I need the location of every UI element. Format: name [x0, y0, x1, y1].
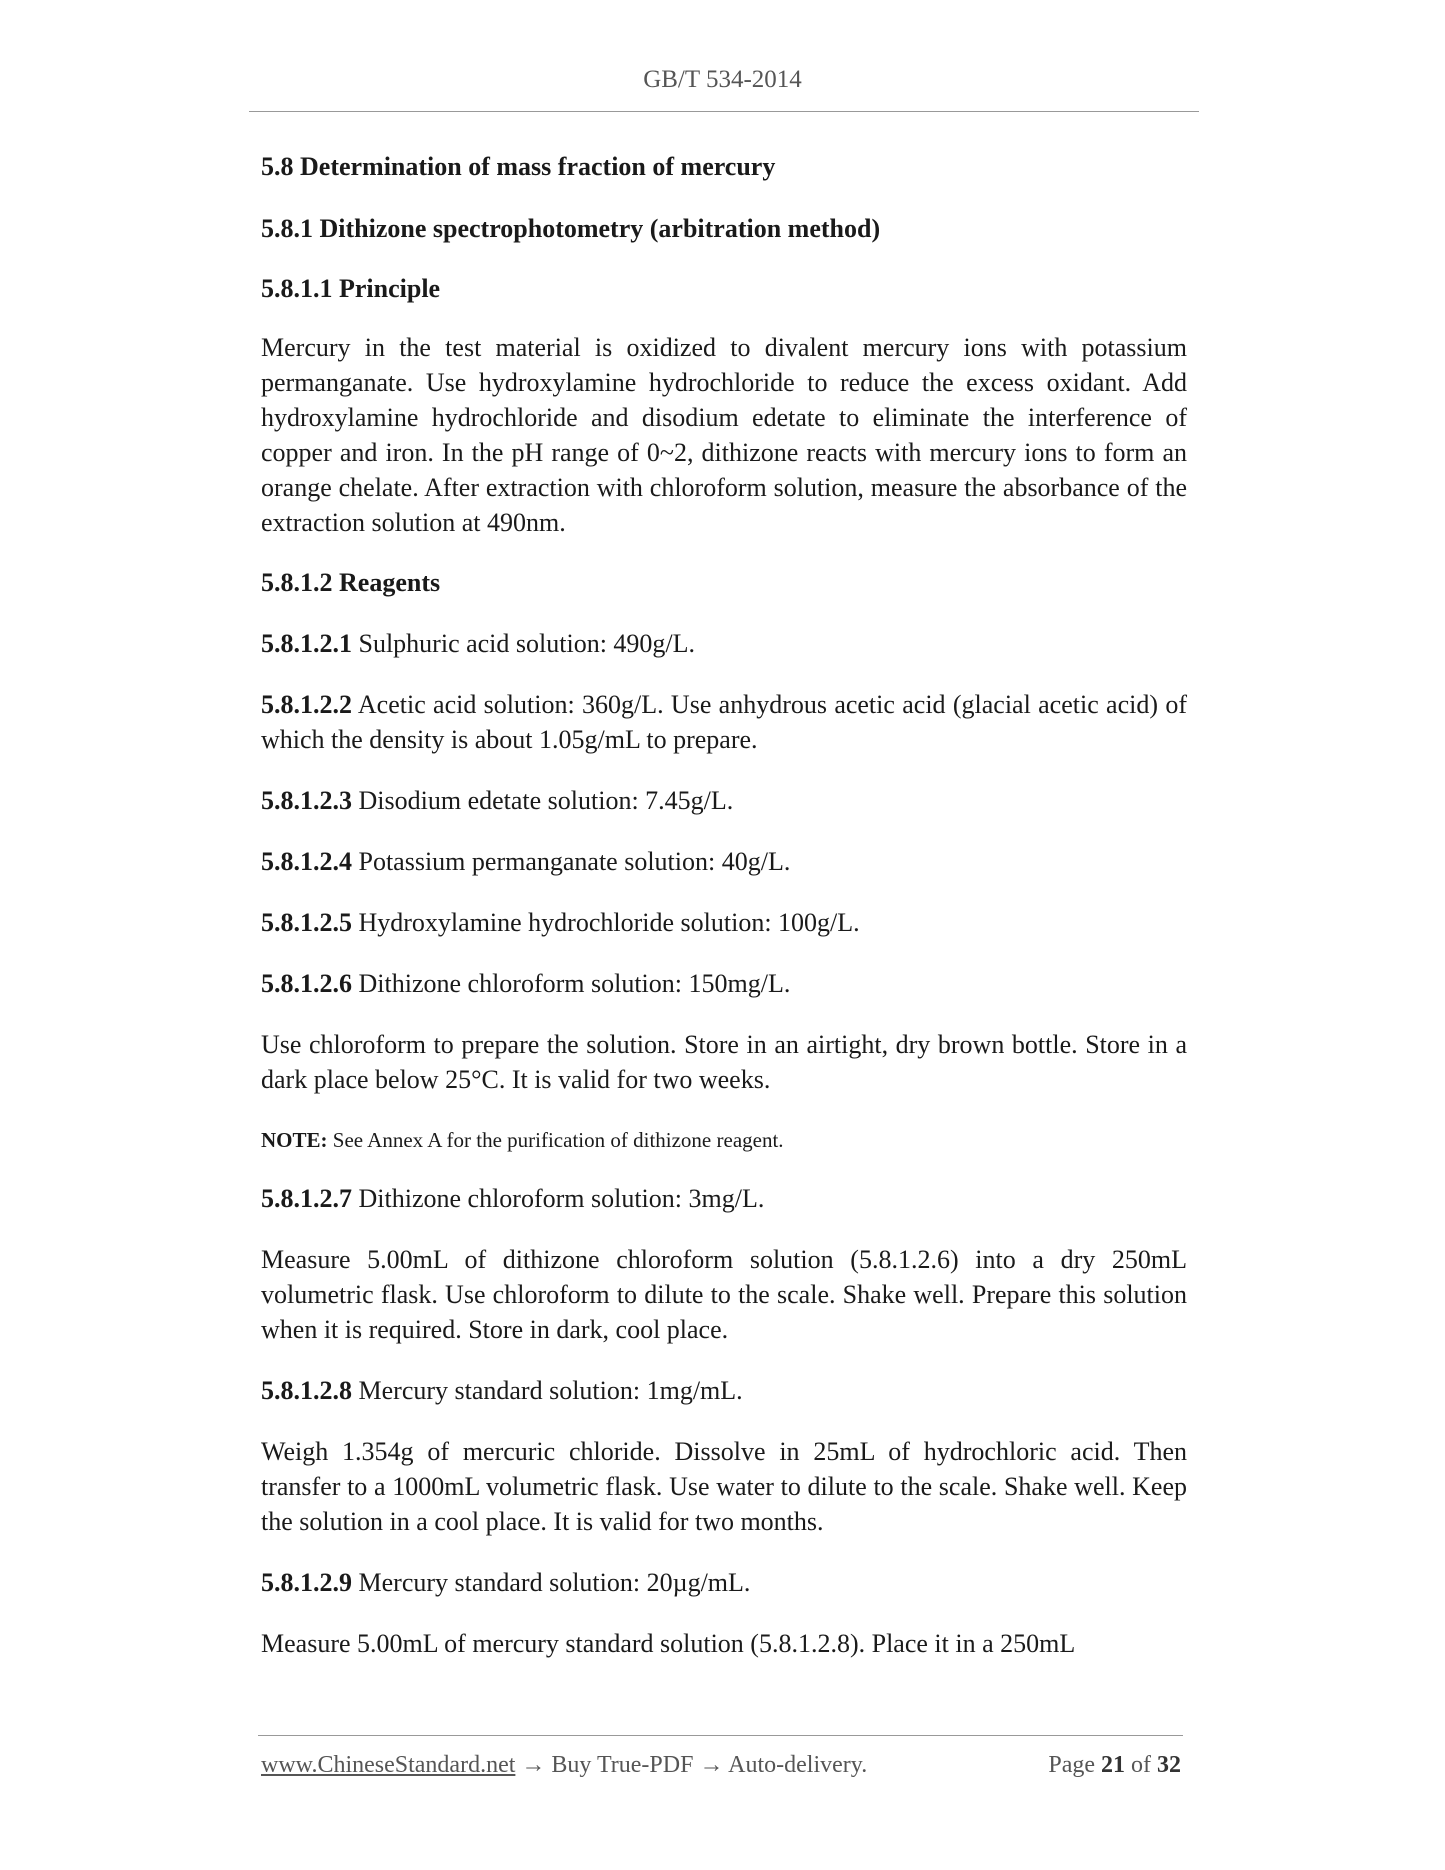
reagent-description: Use chloroform to prepare the solution. Store in an airtight, dry brown bottle. Store in a dark place below 25°C. It is valid for two weeks.	[261, 1030, 1187, 1094]
note-text: See Annex A for the purification of dithizone reagent.	[327, 1128, 784, 1152]
reagent-text: Mercury standard solution: 20µg/mL.	[352, 1568, 751, 1597]
reagent-number: 5.8.1.2.3	[261, 786, 352, 815]
total-pages: 32	[1157, 1752, 1181, 1778]
document-body	[261, 150, 1187, 1661]
current-page: 21	[1101, 1752, 1125, 1778]
reagent-number: 5.8.1.2.2	[261, 690, 352, 719]
reagent-number: 5.8.1.2.1	[261, 629, 352, 658]
reagent-description: Measure 5.00mL of dithizone chloroform solution (5.8.1.2.6) into a dry 250mL volumetric flask. Use chloroform to dilute to the scale. Shake well. Prepare this solution when it is required. Store in dark, cool place.	[261, 1245, 1187, 1344]
section-heading-5-8-1-2: 5.8.1.2 Reagents	[261, 568, 441, 597]
of-word: of	[1131, 1752, 1151, 1778]
reagent-text: Sulphuric acid solution: 490g/L.	[352, 629, 696, 658]
section-heading-5-8-1-1: 5.8.1.1 Principle	[261, 274, 441, 303]
page-header-title: GB/T 534-2014	[643, 66, 802, 93]
arrow-icon: →	[515, 1752, 552, 1778]
page-word: Page	[1048, 1752, 1095, 1778]
reagent-item	[261, 966, 1187, 1001]
reagent-item	[261, 1565, 1187, 1600]
reagent-item	[261, 783, 1187, 818]
reagent-description: Weigh 1.354g of mercuric chloride. Dissolve in 25mL of hydrochloric acid. Then transfer to a 1000mL volumetric flask. Use water to dilute to the scale. Shake well. Keep the solution in a cool place. It is valid for two months.	[261, 1437, 1187, 1536]
footer-divider	[258, 1735, 1183, 1736]
auto-delivery-text: Auto-delivery.	[728, 1752, 868, 1778]
reagent-number: 5.8.1.2.9	[261, 1568, 352, 1597]
website-link[interactable]: www.ChineseStandard.net	[261, 1752, 516, 1778]
note-label: NOTE:	[261, 1128, 328, 1152]
reagent-number: 5.8.1.2.7	[261, 1184, 352, 1213]
reagent-item	[261, 905, 1187, 940]
reagent-text: Acetic acid solution: 360g/L. Use anhydrous acetic acid (glacial acetic acid) of which the density is about 1.05g/mL to prepare.	[261, 690, 1187, 754]
reagent-description: Measure 5.00mL of mercury standard solution (5.8.1.2.8). Place it in a 250mL	[261, 1629, 1076, 1658]
reagent-item	[261, 844, 1187, 879]
principle-paragraph: Mercury in the test material is oxidized to divalent mercury ions with potassium permanganate. Use hydroxylamine hydrochloride to reduce the excess oxidant. Add hydroxylamine hydrochloride and disodium edetate to eliminate the interference of copper and iron. In the pH range of 0~2, dithizone reacts with mercury ions to form an orange chelate. After extraction with chloroform solution, measure the absorbance of the extraction solution at 490nm.	[261, 333, 1187, 537]
buy-pdf-text: Buy True-PDF	[551, 1752, 694, 1778]
reagent-item	[261, 626, 1187, 661]
reagent-number: 5.8.1.2.6	[261, 969, 352, 998]
reagent-text: Hydroxylamine hydrochloride solution: 100g/L.	[352, 908, 860, 937]
reagent-text: Dithizone chloroform solution: 150mg/L.	[352, 969, 791, 998]
section-heading-5-8-1: 5.8.1 Dithizone spectrophotometry (arbitration method)	[261, 214, 881, 243]
arrow-icon: →	[693, 1752, 729, 1778]
reagent-number: 5.8.1.2.5	[261, 908, 352, 937]
reagent-text: Dithizone chloroform solution: 3mg/L.	[352, 1184, 765, 1213]
header-divider	[249, 111, 1199, 112]
reagent-item	[261, 1181, 1187, 1216]
reagent-item	[261, 687, 1187, 757]
footer-promo	[261, 1752, 867, 1779]
reagent-item	[261, 1373, 1187, 1408]
page-number	[1048, 1752, 1181, 1779]
reagent-number: 5.8.1.2.8	[261, 1376, 352, 1405]
reagent-text: Mercury standard solution: 1mg/mL.	[352, 1376, 743, 1405]
section-heading-5-8: 5.8 Determination of mass fraction of mercury	[261, 152, 776, 181]
note	[261, 1125, 1187, 1155]
reagent-text: Disodium edetate solution: 7.45g/L.	[352, 786, 734, 815]
reagent-number: 5.8.1.2.4	[261, 847, 352, 876]
reagent-text: Potassium permanganate solution: 40g/L.	[352, 847, 791, 876]
